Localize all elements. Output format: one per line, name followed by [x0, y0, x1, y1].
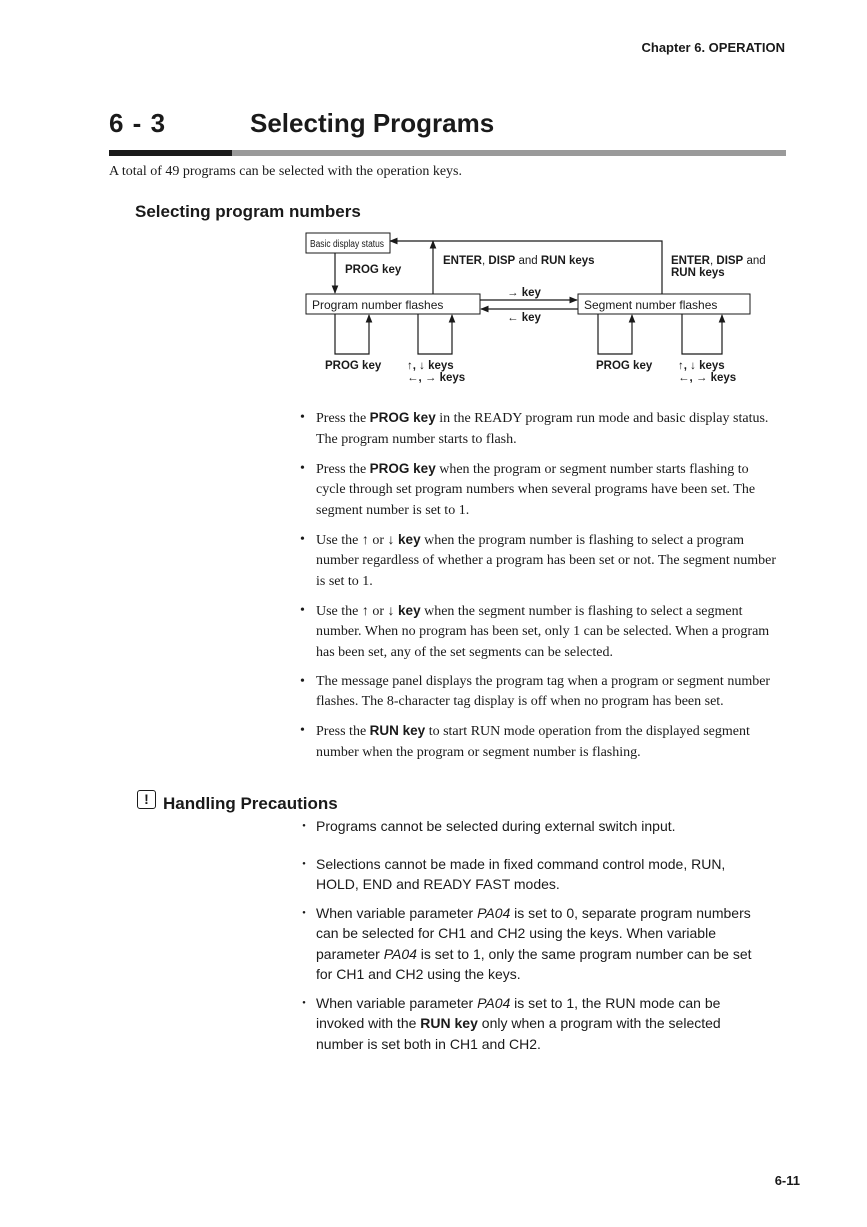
- prog-key-label-program: PROG key: [325, 360, 382, 372]
- program-selection-flow-diagram: [300, 228, 770, 393]
- section-title: Selecting Programs: [250, 108, 495, 138]
- list-item: • Press the PROG key when the program or segment number starts flashing to cycle through set program numbers when several programs have been set. The segment number is set to 1.: [300, 459, 778, 522]
- list-item: ・ Programs cannot be selected during external switch input.: [300, 816, 770, 837]
- page-number: 6-11: [774, 1173, 800, 1188]
- program-number-label: Program number flashes: [312, 298, 444, 312]
- list-item: • Use the ↑ or ↓ key when the segment number is flashing to select a segment number. When no program has been set, only 1 can be selected. When a program has been set, any of the set segments can be selected.: [300, 601, 778, 664]
- list-item: • Press the RUN key to start RUN mode operation from the displayed segment number when the program or segment number is flashing.: [300, 721, 778, 763]
- prog-key-label-top: PROG key: [345, 264, 402, 276]
- run-keys-label-right: RUN keys: [671, 267, 725, 279]
- loop-prog-key-program: [335, 314, 369, 354]
- list-item: • Use the ↑ or ↓ key when the program number is flashing to select a program number regardless of whether a program has been set or not. The segment number is set to 1.: [300, 530, 778, 593]
- up-down-keys-label-program: ↑, ↓ keys: [407, 360, 454, 372]
- up-down-keys-label-segment: ↑, ↓ keys: [678, 360, 725, 372]
- operation-steps-list: [300, 408, 778, 772]
- chapter-header: Chapter 6. OPERATION: [641, 40, 785, 55]
- right-key-label: → key: [507, 287, 541, 299]
- left-right-keys-label-program: ←, → keys: [407, 372, 466, 384]
- basic-display-label: Basic display status: [310, 239, 384, 250]
- title-rule-accent: [109, 150, 232, 156]
- section-number: 6 - 3: [109, 108, 167, 138]
- list-item: ・ Selections cannot be made in fixed command control mode, RUN, HOLD, END and READY FAST modes.: [300, 854, 770, 895]
- left-right-keys-label-segment: ←, → keys: [678, 372, 737, 384]
- list-item: ・ When variable parameter PA04 is set to 1, the RUN mode can be invoked with the RUN key only when a program with the selected number is set both in CH1 and CH2.: [300, 993, 770, 1055]
- loop-arrow-keys-program: [418, 314, 452, 354]
- subheading: Selecting program numbers: [135, 202, 361, 221]
- enter-disp-label-right: ENTER, DISP and: [671, 255, 766, 267]
- enter-disp-run-label-left: ENTER, DISP and RUN keys: [443, 255, 595, 267]
- loop-arrow-keys-segment: [682, 314, 722, 354]
- list-item: ・ When variable parameter PA04 is set to 0, separate program numbers can be selected for CH1 and CH2 using the keys. When variable parameter PA04 is set to 1, only the same program number can be set for CH1 and CH2 using the keys.: [300, 903, 770, 985]
- left-key-label: ← key: [507, 312, 541, 324]
- intro-text: A total of 49 programs can be selected with the operation keys.: [109, 164, 463, 179]
- precautions-list: [300, 816, 770, 1062]
- segment-number-label: Segment number flashes: [584, 298, 718, 312]
- precautions-heading: Handling Precautions: [163, 794, 338, 813]
- exclamation-icon: !: [137, 790, 156, 809]
- list-item: • The message panel displays the program tag when a program or segment number flashes. The 8-character tag display is off when no program has been set.: [300, 672, 778, 713]
- prog-key-label-segment: PROG key: [596, 360, 653, 372]
- list-item: • Press the PROG key in the READY program run mode and basic display status. The program number starts to flash.: [300, 408, 778, 450]
- loop-prog-key-segment: [598, 314, 632, 354]
